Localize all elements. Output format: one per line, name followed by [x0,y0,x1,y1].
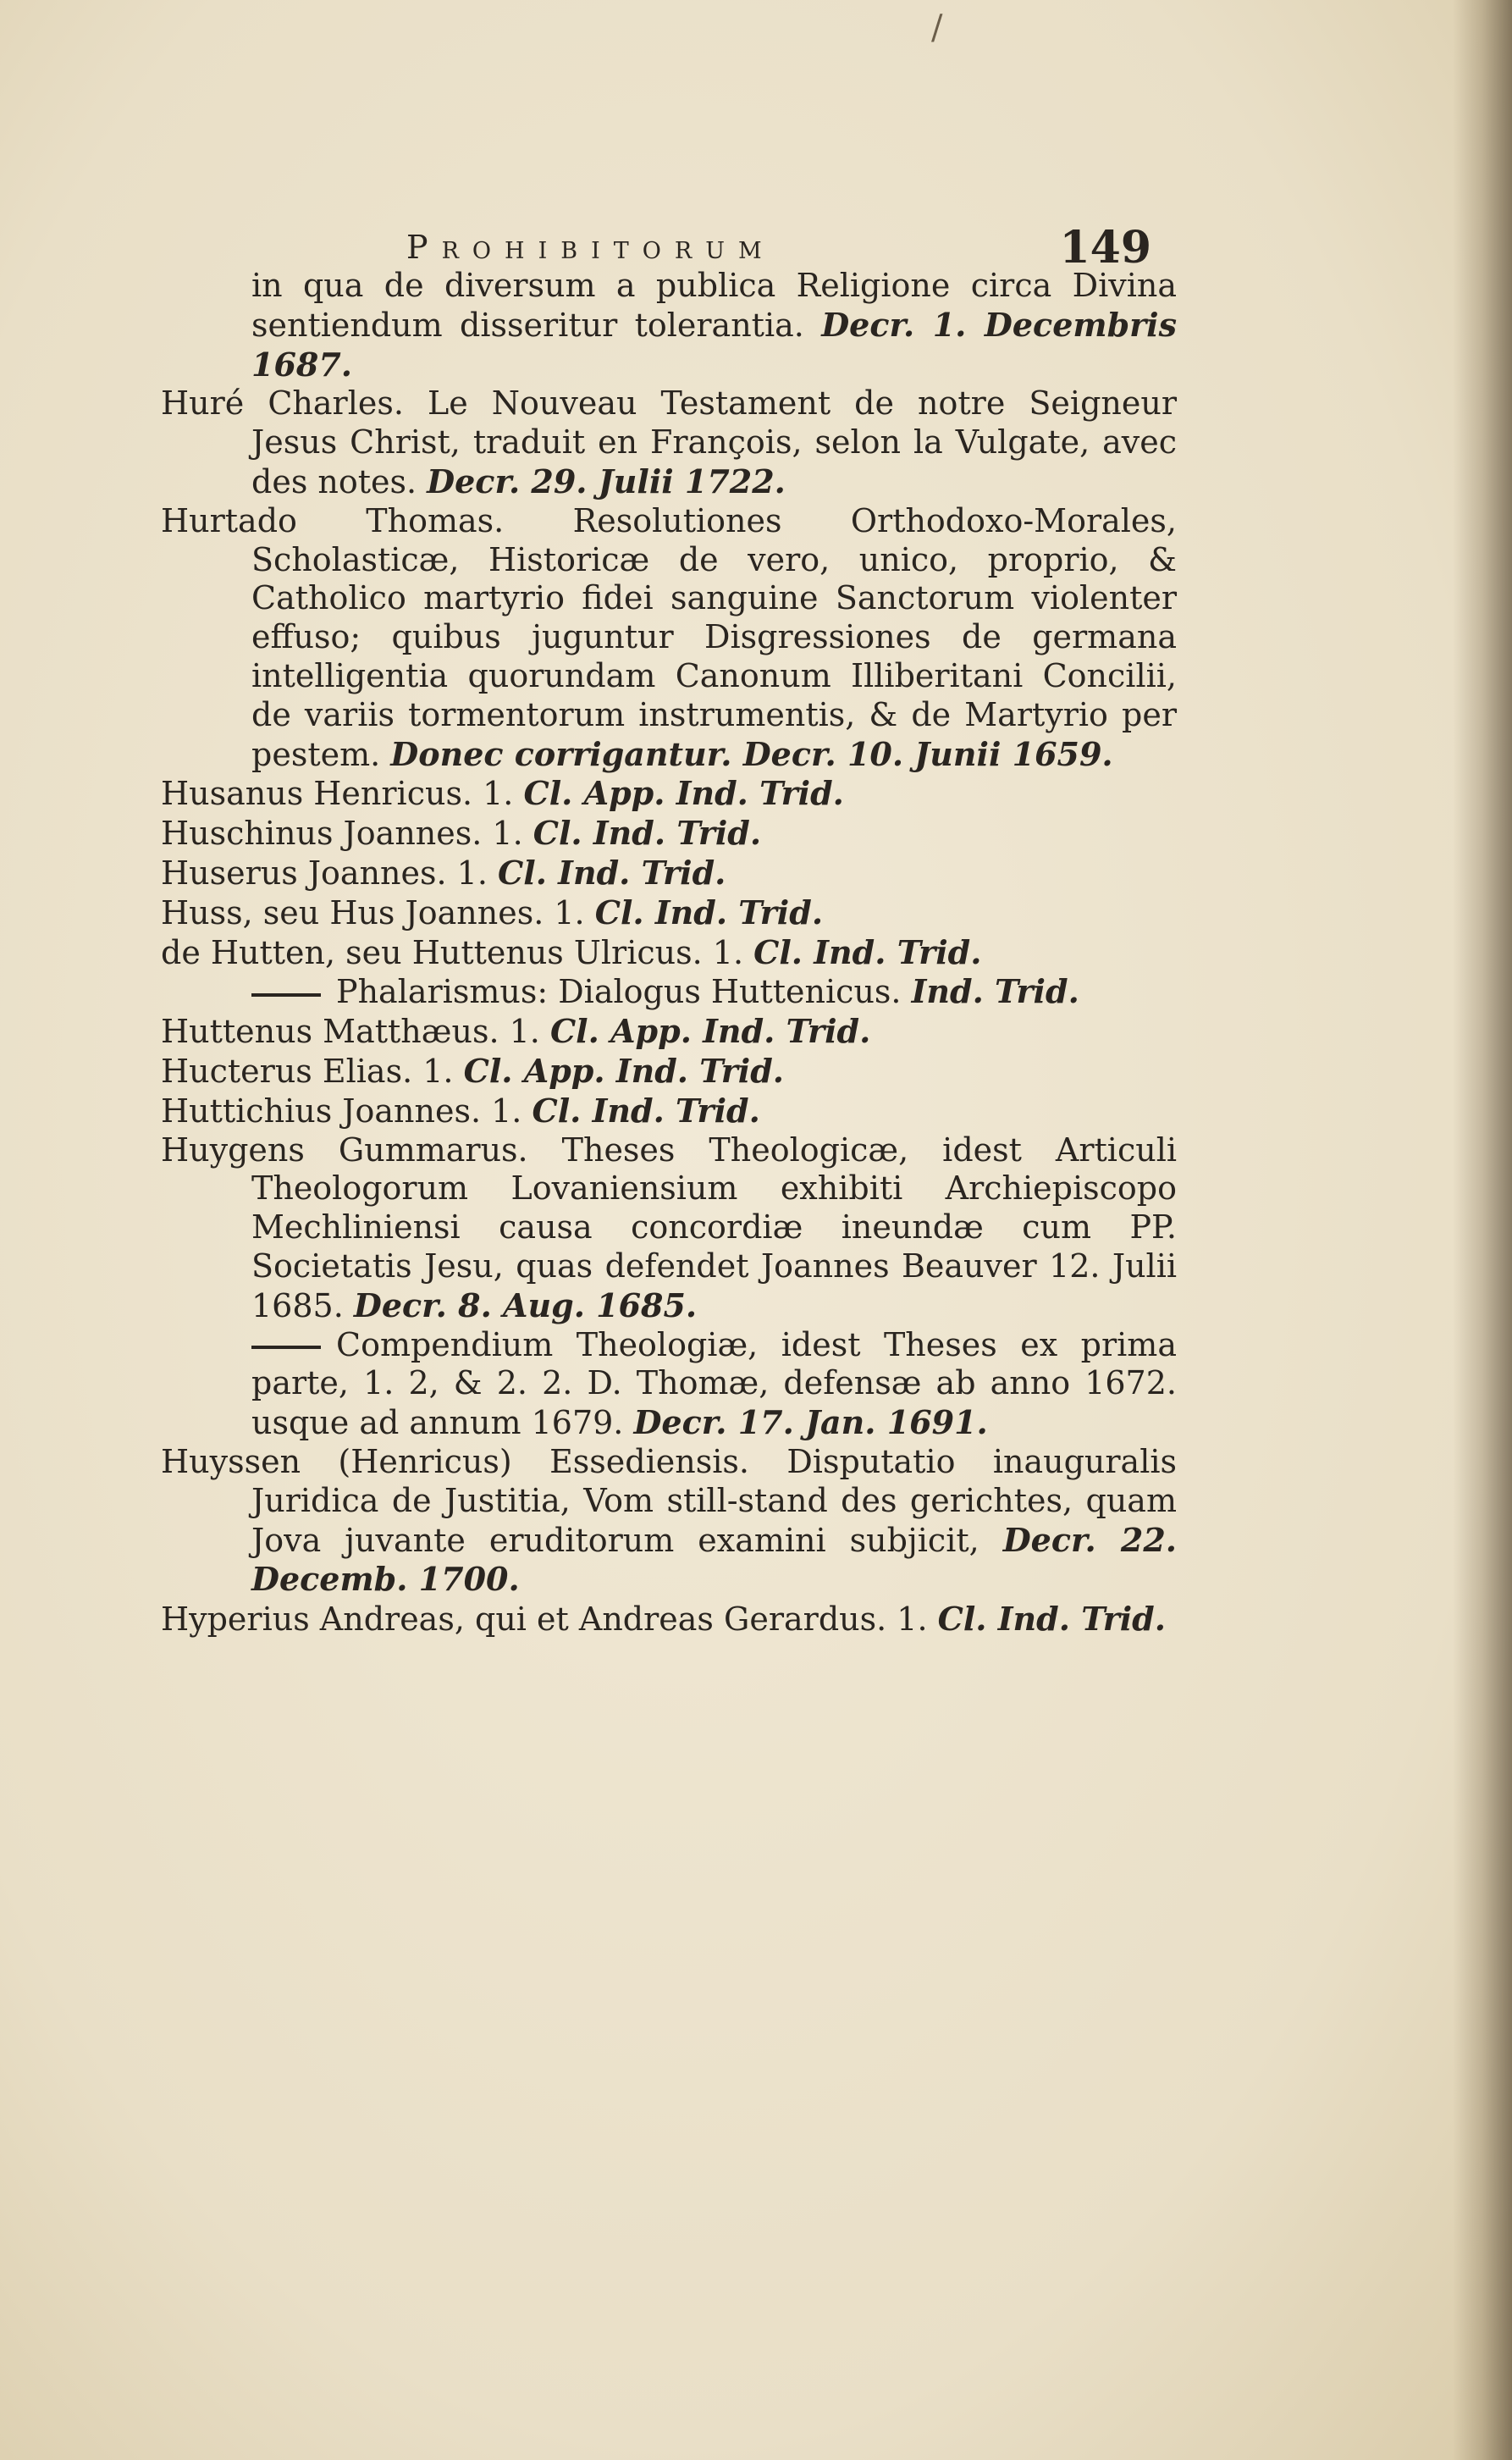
index-entry [161,814,1177,854]
entry-text: in qua de diversum a publica Religione circa Divina sentiendum disseritur tolerantia. [251,267,1177,344]
index-entries [161,267,1177,1639]
entry-text: Huttenus Matthæus. 1. [161,1013,550,1051]
entry-decree: Cl. App. Ind. Trid. [523,774,844,813]
index-entry [161,1012,1177,1052]
entry-decree: Decr. 1. Decembris 1687. [251,305,1177,384]
index-entry [161,893,1177,933]
index-entry [161,1092,1177,1131]
entry-decree: Decr. 29. Julii 1722. [427,462,786,500]
index-entry [161,384,1177,501]
entry-decree: Cl. Ind. Trid. [937,1600,1166,1639]
entry-text: de Hutten, seu Huttenus Ulricus. 1. [161,933,754,971]
entry-decree: Cl. Ind. Trid. [533,814,762,853]
entry-decree: Cl. App. Ind. Trid. [463,1051,785,1090]
entry-text: Hyperius Andreas, qui et Andreas Gerardus. 1. [161,1600,938,1639]
index-entry [161,1052,1177,1092]
entry-decree: Donec corrigantur. Decr. 10. Junii 1659. [390,734,1113,773]
entry-text: Huyssen (Henricus) Essediensis. Disputatio inauguralis Juridica de Justitia, Vom still-stand des gerichtes, quam Jova juvante eruditorum examini subjicit, [161,1442,1177,1559]
index-entry [161,1600,1177,1639]
entry-text: Huttichius Joannes. 1. [161,1092,533,1130]
entry-decree: Decr. 17. Jan. 1691. [633,1403,988,1442]
index-entry [161,1443,1177,1600]
entry-decree: Cl. Ind. Trid. [594,893,824,931]
ink-mark: / [931,8,943,47]
entry-text: Hucterus Elias. 1. [161,1052,464,1090]
index-entry [161,267,1177,384]
ditto-dash [251,993,321,997]
entry-text: Huygens Gummarus. Theses Theologicæ, idest Articuli Theologorum Lovaniensium exhibiti Archiepiscopo Mechliniensi causa concordiæ ineundæ cum PP. Societatis Jesu, quas defendet Joannes Beauver 12. Julii 1685. [161,1130,1177,1324]
index-entry [161,1131,1177,1326]
entry-decree: Cl. Ind. Trid. [532,1091,760,1130]
entry-text: Phalarismus: Dialogus Huttenicus. [336,973,912,1011]
index-entry [161,774,1177,814]
entry-decree: Cl. Ind. Trid. [498,853,726,892]
index-entry [161,972,1177,1012]
entry-decree: Cl. App. Ind. Trid. [549,1012,871,1051]
entry-text: Huserus Joannes. 1. [161,854,499,892]
entry-decree: Ind. Trid. [911,972,1079,1011]
page-number: 149 [1059,222,1151,274]
index-entry [161,1326,1177,1443]
ditto-dash [251,1346,321,1349]
index-entry [131,933,1177,973]
entry-text: Compendium Theologiæ, idest Theses ex prima parte, 1. 2, & 2. 2. D. Thomæ, defensæ ab anno 1672. usque ad annum 1679. [251,1325,1177,1442]
entry-text: Huschinus Joannes. 1. [161,815,533,853]
entry-decree: Decr. 22. Decemb. 1700. [251,1520,1177,1599]
running-title: Prohibitorum [406,229,775,266]
entry-decree: Decr. 8. Aug. 1685. [353,1285,698,1324]
page-gutter-shadow [1453,0,1512,2460]
entry-text: Huss, seu Hus Joannes. 1. [161,893,595,931]
entry-text: Hurtado Thomas. Resolutiones Orthodoxo-Morales, Scholasticæ, Historicæ de vero, unico, proprio, & Catholico martyrio fidei sanguine Sanctorum violenter effuso; quibus juguntur Disgressiones de germana intelligentia quorundam Canonum Illiberitani Concilii, de variis tormentorum instrumentis, & de Martyrio per pestem. [161,501,1177,773]
index-entry [161,502,1177,775]
index-entry [161,854,1177,893]
page-header [406,222,1151,273]
entry-decree: Cl. Ind. Trid. [753,932,982,971]
entry-text: Husanus Henricus. 1. [161,775,524,813]
entry-text: Huré Charles. Le Nouveau Testament de notre Seigneur Jesus Christ, traduit en François, selon la Vulgate, avec des notes. [161,384,1177,500]
